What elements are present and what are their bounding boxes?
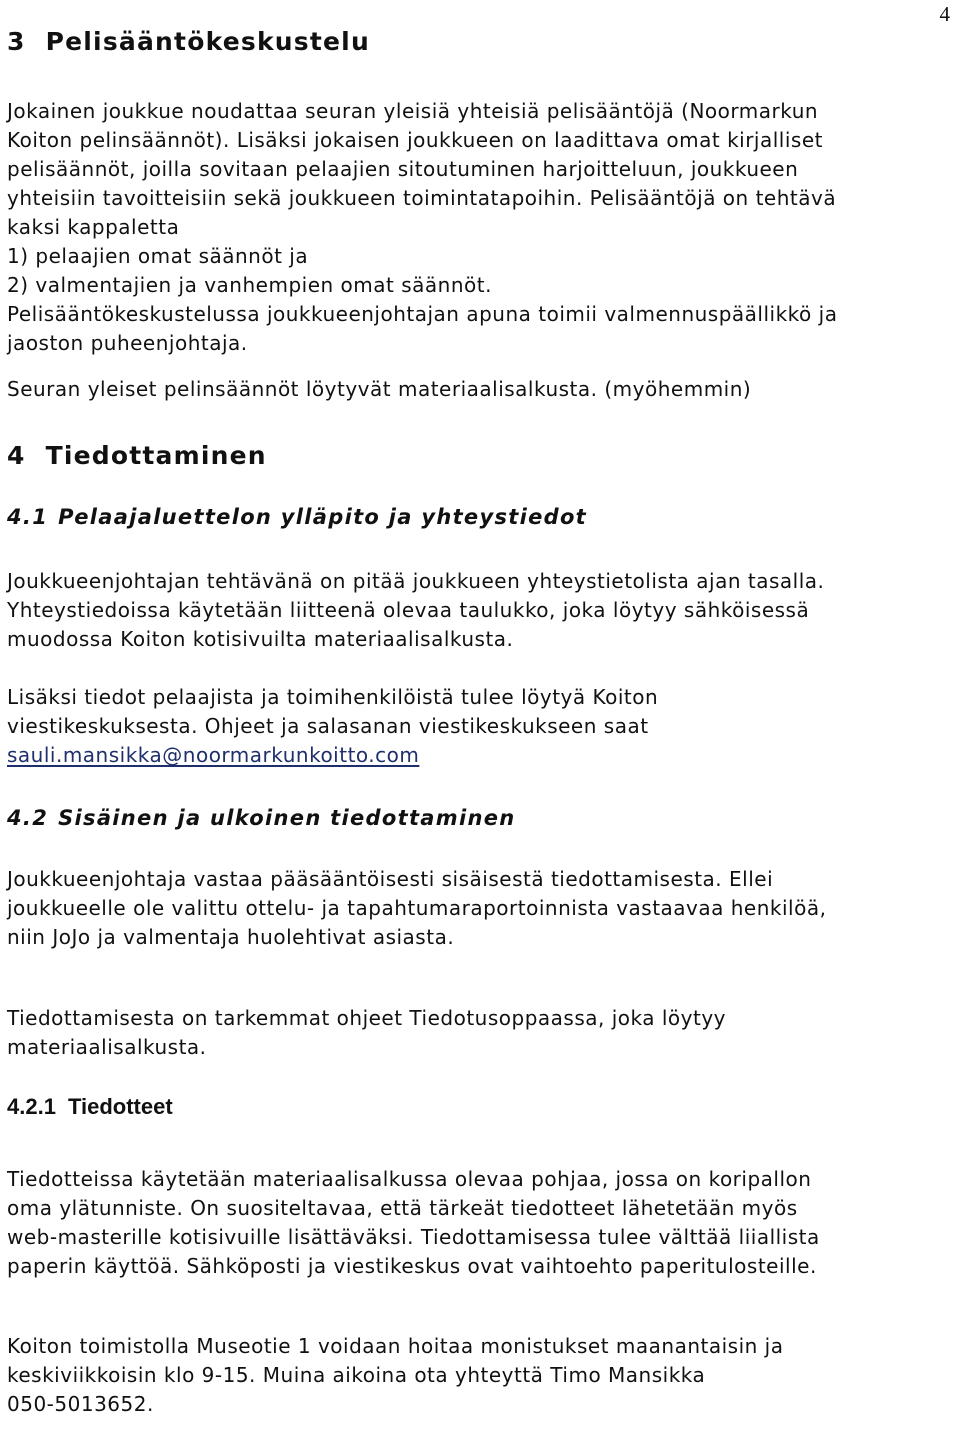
section-4-1-number: 4.1 — [7, 505, 49, 529]
page-number: 4 — [939, 2, 950, 26]
section-4-2-1-title: Tiedotteet — [67, 1094, 173, 1119]
section-4-2-paragraph-2 — [7, 1004, 955, 1062]
section-4-title: Tiedottaminen — [45, 441, 267, 470]
text-line: Pelisääntökeskustelussa joukkueenjohtajan apuna toimii valmennuspäällikkö ja — [7, 302, 838, 326]
section-4-heading — [7, 436, 955, 476]
section-3-number: 3 — [7, 27, 26, 56]
section-3-paragraph-2 — [7, 375, 955, 404]
text-line: 1) pelaajien omat säännöt ja — [7, 244, 309, 268]
section-4-2-heading — [7, 803, 955, 833]
text-line: Koiton toimistolla Museotie 1 voidaan hoitaa monistukset maanantaisin ja — [7, 1334, 784, 1358]
section-4-2-number: 4.2 — [7, 806, 49, 830]
section-4-2-1-number: 4.2.1 — [7, 1094, 56, 1119]
text-line: kaksi kappaletta — [7, 215, 180, 239]
text-line: 2) valmentajien ja vanhempien omat säännöt. — [7, 273, 492, 297]
section-4-2-1-paragraph-2 — [7, 1332, 955, 1419]
section-4-2-1-heading — [7, 1092, 955, 1122]
text-line: viestikeskuksesta. Ohjeet ja salasanan viestikeskukseen saat — [7, 714, 649, 738]
text-line: paperin käyttöä. Sähköposti ja viestikeskus ovat vaihtoehto paperitulosteille. — [7, 1254, 817, 1278]
section-4-2-paragraph-1 — [7, 865, 955, 952]
text-line: Yhteystiedoissa käytetään liitteenä olevaa taulukko, joka löytyy sähköisessä — [7, 598, 810, 622]
section-3-paragraph-1 — [7, 97, 955, 358]
text-line: 050-5013652. — [7, 1392, 154, 1416]
text-line: Seuran yleiset pelinsäännöt löytyvät materiaalisalkusta. (myöhemmin) — [7, 377, 752, 401]
text-line: oma ylätunniste. On suositeltavaa, että tärkeät tiedotteet lähetetään myös — [7, 1196, 798, 1220]
text-line: joukkueelle ole valittu ottelu- ja tapahtumaraportoinnista vastaavaa henkilöä, — [7, 896, 827, 920]
section-4-number: 4 — [7, 441, 26, 470]
text-line: jaoston puheenjohtaja. — [7, 331, 248, 355]
section-4-1-paragraph-1 — [7, 567, 955, 654]
text-line: Tiedottamisesta on tarkemmat ohjeet Tiedotusoppaassa, joka löytyy — [7, 1006, 726, 1030]
text-line: Jokainen joukkue noudattaa seuran yleisiä yhteisiä pelisääntöjä (Noormarkun — [7, 99, 819, 123]
section-4-1-title: Pelaajaluettelon ylläpito ja yhteystiedot — [58, 505, 588, 529]
text-line: niin JoJo ja valmentaja huolehtivat asiasta. — [7, 925, 455, 949]
text-line: Koiton pelinsäännöt). Lisäksi jokaisen joukkueen on laadittava omat kirjalliset — [7, 128, 823, 152]
text-line: web-masterille kotisivuille lisättäväksi. Tiedottamisessa tulee välttää liiallista — [7, 1225, 820, 1249]
text-line: yhteisiin tavoitteisiin sekä joukkueen toimintatapoihin. Pelisääntöjä on tehtävä — [7, 186, 837, 210]
text-line: Tiedotteissa käytetään materiaalisalkussa olevaa pohjaa, jossa on koripallon — [7, 1167, 812, 1191]
text-line: Joukkueenjohtajan tehtävänä on pitää joukkueen yhteystietolista ajan tasalla. — [7, 569, 825, 593]
text-line: materiaalisalkusta. — [7, 1035, 207, 1059]
section-3-title: Pelisääntökeskustelu — [45, 27, 370, 56]
text-line: Lisäksi tiedot pelaajista ja toimihenkilöistä tulee löytyä Koiton — [7, 685, 659, 709]
section-4-2-title: Sisäinen ja ulkoinen tiedottaminen — [58, 806, 516, 830]
email-link[interactable]: sauli.mansikka@noormarkunkoitto.com — [7, 743, 420, 767]
text-line: muodossa Koiton kotisivuilta materiaalisalkusta. — [7, 627, 514, 651]
text-line: Joukkueenjohtaja vastaa pääsääntöisesti sisäisestä tiedottamisesta. Ellei — [7, 867, 774, 891]
document-body — [7, 22, 955, 1419]
section-4-1-paragraph-2 — [7, 683, 955, 770]
text-line: pelisäännöt, joilla sovitaan pelaajien sitoutuminen harjoitteluun, joukkueen — [7, 157, 799, 181]
section-4-2-1-paragraph-1 — [7, 1165, 955, 1281]
section-3-heading — [7, 22, 955, 62]
section-4-1-heading — [7, 502, 955, 532]
text-line: keskiviikkoisin klo 9-15. Muina aikoina ota yhteyttä Timo Mansikka — [7, 1363, 706, 1387]
